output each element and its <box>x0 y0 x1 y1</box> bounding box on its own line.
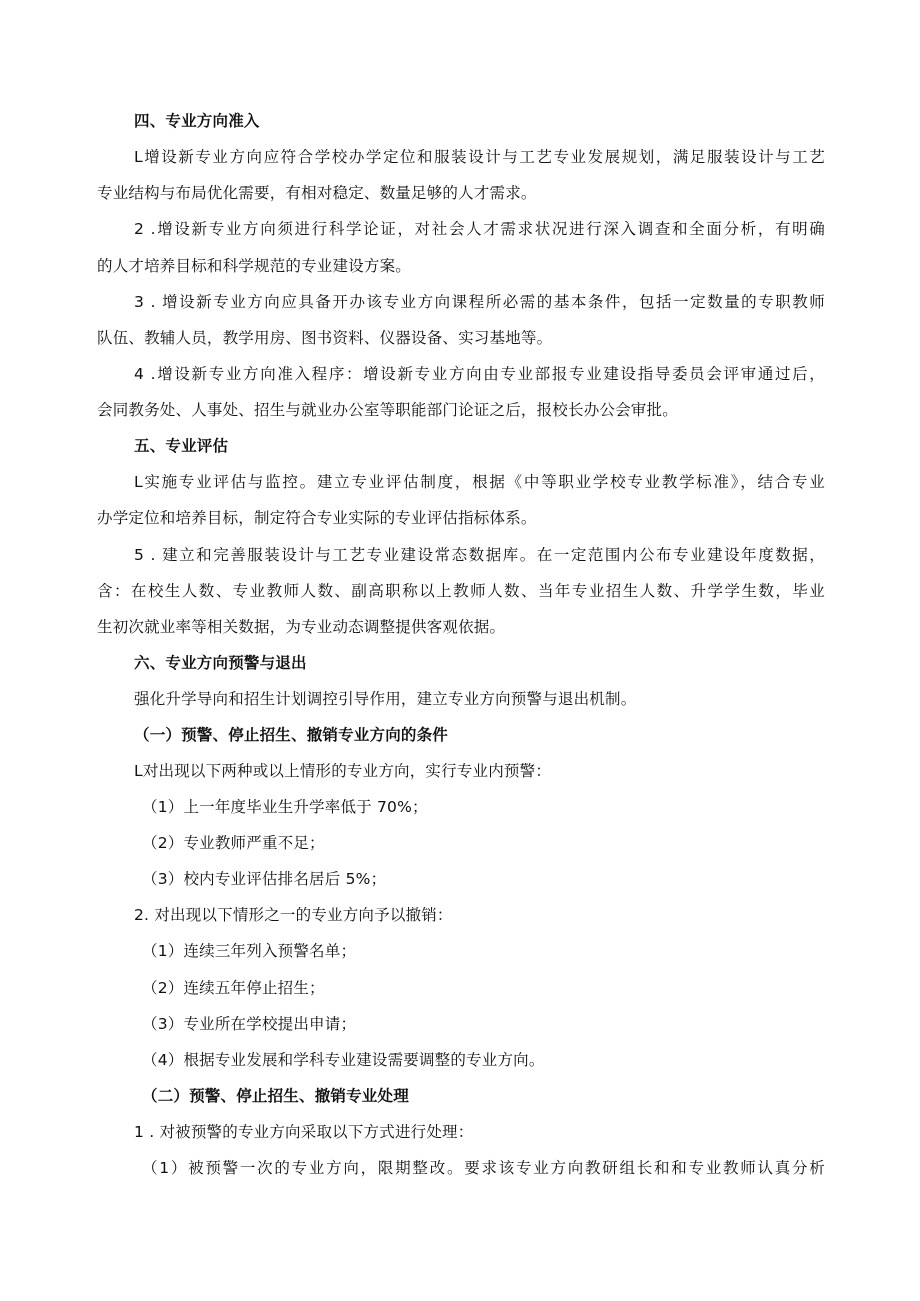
paragraph-line: 专业结构与布局优化需要，有相对稳定、数量足够的人才需求。 <box>97 184 537 202</box>
list-item: （1）上一年度毕业生升学率低于 70%； <box>142 798 428 816</box>
paragraph-line: 生初次就业率等相关数据，为专业动态调整提供客观依据。 <box>97 618 506 636</box>
paragraph-line: 2 .增设新专业方向须进行科学论证，对社会人才需求状况进行深入调查和全面分析，有明确 <box>134 220 825 238</box>
paragraph-line: L对出现以下两种或以上情形的专业方向，实行专业内预警： <box>134 762 552 780</box>
paragraph-line: L增设新专业方向应符合学校办学定位和服装设计与工艺专业发展规划，满足服装设计与工艺 <box>134 148 825 166</box>
list-item: （2）连续五年停止招生； <box>142 979 325 997</box>
paragraph-line: 4 .增设新专业方向准入程序：增设新专业方向由专业部报专业建设指导委员会评审通过后， <box>134 365 825 383</box>
subsection-heading-1: （一）预警、停止招生、撤销专业方向的条件 <box>134 726 449 744</box>
paragraph-line: （1）被预警一次的专业方向，限期整改。要求该专业方向教研组长和和专业教师认真分析 <box>142 1159 825 1177</box>
paragraph-line: 会同教务处、人事处、招生与就业办公室等职能部门论证之后，报校长办公会审批。 <box>97 401 678 419</box>
list-item: （3）校内专业评估排名居后 5%； <box>142 870 387 888</box>
paragraph-line: 含：在校生人数、专业教师人数、副高职称以上教师人数、当年专业招生人数、升学学生数，毕业 <box>97 582 825 600</box>
section-heading-6: 六、专业方向预警与退出 <box>134 654 307 672</box>
paragraph-line: 1 . 对被预警的专业方向采取以下方式进行处理： <box>134 1123 474 1141</box>
paragraph-line: 办学定位和培养目标，制定符合专业实际的专业评估指标体系。 <box>97 509 537 527</box>
list-item: （3）专业所在学校提出申请； <box>142 1015 357 1033</box>
subsection-heading-2: （二）预警、停止招生、撤销专业处理 <box>142 1087 409 1105</box>
paragraph-line: 3 . 增设新专业方向应具备开办该专业方向课程所必需的基本条件，包括一定数量的专职教师 <box>134 293 825 311</box>
list-item: （2）专业教师严重不足； <box>142 834 325 852</box>
list-item: （1）连续三年列入预警名单； <box>142 942 357 960</box>
paragraph-line: L实施专业评估与监控。建立专业评估制度，根据《中等职业学校专业教学标准》，结合专业 <box>134 473 825 491</box>
paragraph-line: 强化升学导向和招生计划调控引导作用，建立专业方向预警与退出机制。 <box>134 690 637 708</box>
paragraph-line: 2. 对出现以下情形之一的专业方向予以撤销： <box>134 906 453 924</box>
section-heading-4: 四、专业方向准入 <box>134 112 260 130</box>
paragraph-line: 的人才培养目标和科学规范的专业建设方案。 <box>97 257 412 275</box>
list-item: （4）根据专业发展和学科专业建设需要调整的专业方向。 <box>142 1051 545 1069</box>
section-heading-5: 五、专业评估 <box>134 437 229 455</box>
paragraph-line: 队伍、教辅人员，教学用房、图书资料、仪器设备、实习基地等。 <box>97 329 553 347</box>
paragraph-line: 5 . 建立和完善服装设计与工艺专业建设常态数据库。在一定范围内公布专业建设年度数据， <box>134 546 825 564</box>
